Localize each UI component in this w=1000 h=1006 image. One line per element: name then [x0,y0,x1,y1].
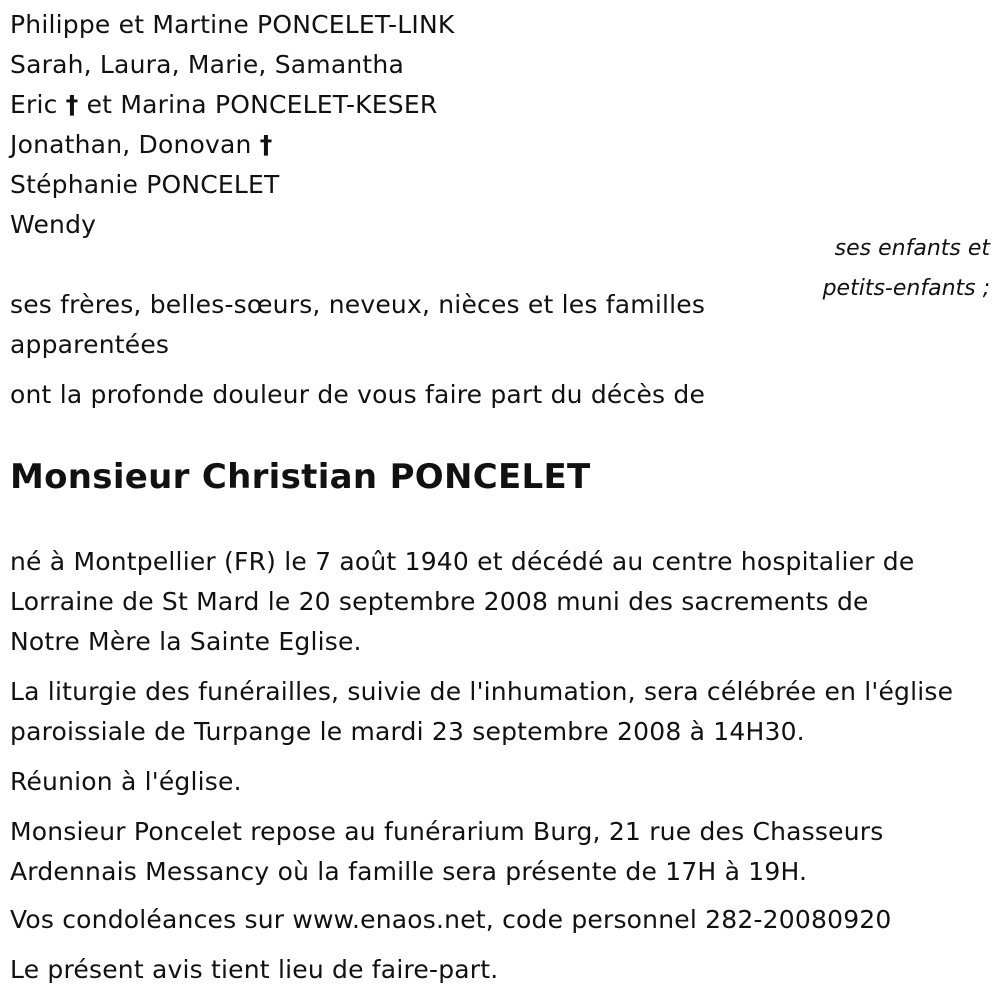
liturgy-line-2: paroissiale de Turpange le mardi 23 septembre 2008 à 14H30. [10,717,805,746]
family-line-3-rest: et Marina PONCELET-KESER [86,90,438,119]
deceased-name: Monsieur Christian PONCELET [10,457,591,497]
family-line-5: Stéphanie PONCELET [10,170,280,199]
funerarium-line-1: Monsieur Poncelet repose au funérarium Burg, 21 rue des Chasseurs [10,817,884,846]
family-line-1: Philippe et Martine PONCELET-LINK [10,10,455,39]
family-line-6: Wendy [10,210,97,239]
cross-icon: † [259,130,273,159]
condolences-text: Vos condoléances sur www.enaos.net, code personnel 282-20080920 [10,905,892,934]
side-note-line-1: ses enfants et [834,236,990,261]
family-line-4-text: Jonathan, Donovan [10,130,252,159]
reunion-text: Réunion à l'église. [10,767,242,796]
family-line-4 [10,130,272,160]
birth-death-line-3: Notre Mère la Sainte Eglise. [10,627,362,656]
family-line-3 [10,90,437,120]
cross-icon: † [65,90,79,119]
siblings-line-2: apparentées [10,330,170,359]
closing-text: Le présent avis tient lieu de faire-part. [10,955,499,984]
eric-name: Eric [10,90,58,119]
birth-death-line-1: né à Montpellier (FR) le 7 août 1940 et décédé au centre hospitalier de [10,547,915,576]
liturgy-line-1: La liturgie des funérailles, suivie de l'inhumation, sera célébrée en l'église [10,677,954,706]
announcement-text: ont la profonde douleur de vous faire part du décès de [10,380,706,409]
birth-death-line-2: Lorraine de St Mard le 20 septembre 2008 muni des sacrements de [10,587,869,616]
family-line-2: Sarah, Laura, Marie, Samantha [10,50,404,79]
funerarium-line-2: Ardennais Messancy où la famille sera présente de 17H à 19H. [10,857,808,886]
siblings-line-1: ses frères, belles-sœurs, neveux, nièces et les familles [10,290,706,319]
side-note-line-2: petits-enfants ; [822,276,990,301]
